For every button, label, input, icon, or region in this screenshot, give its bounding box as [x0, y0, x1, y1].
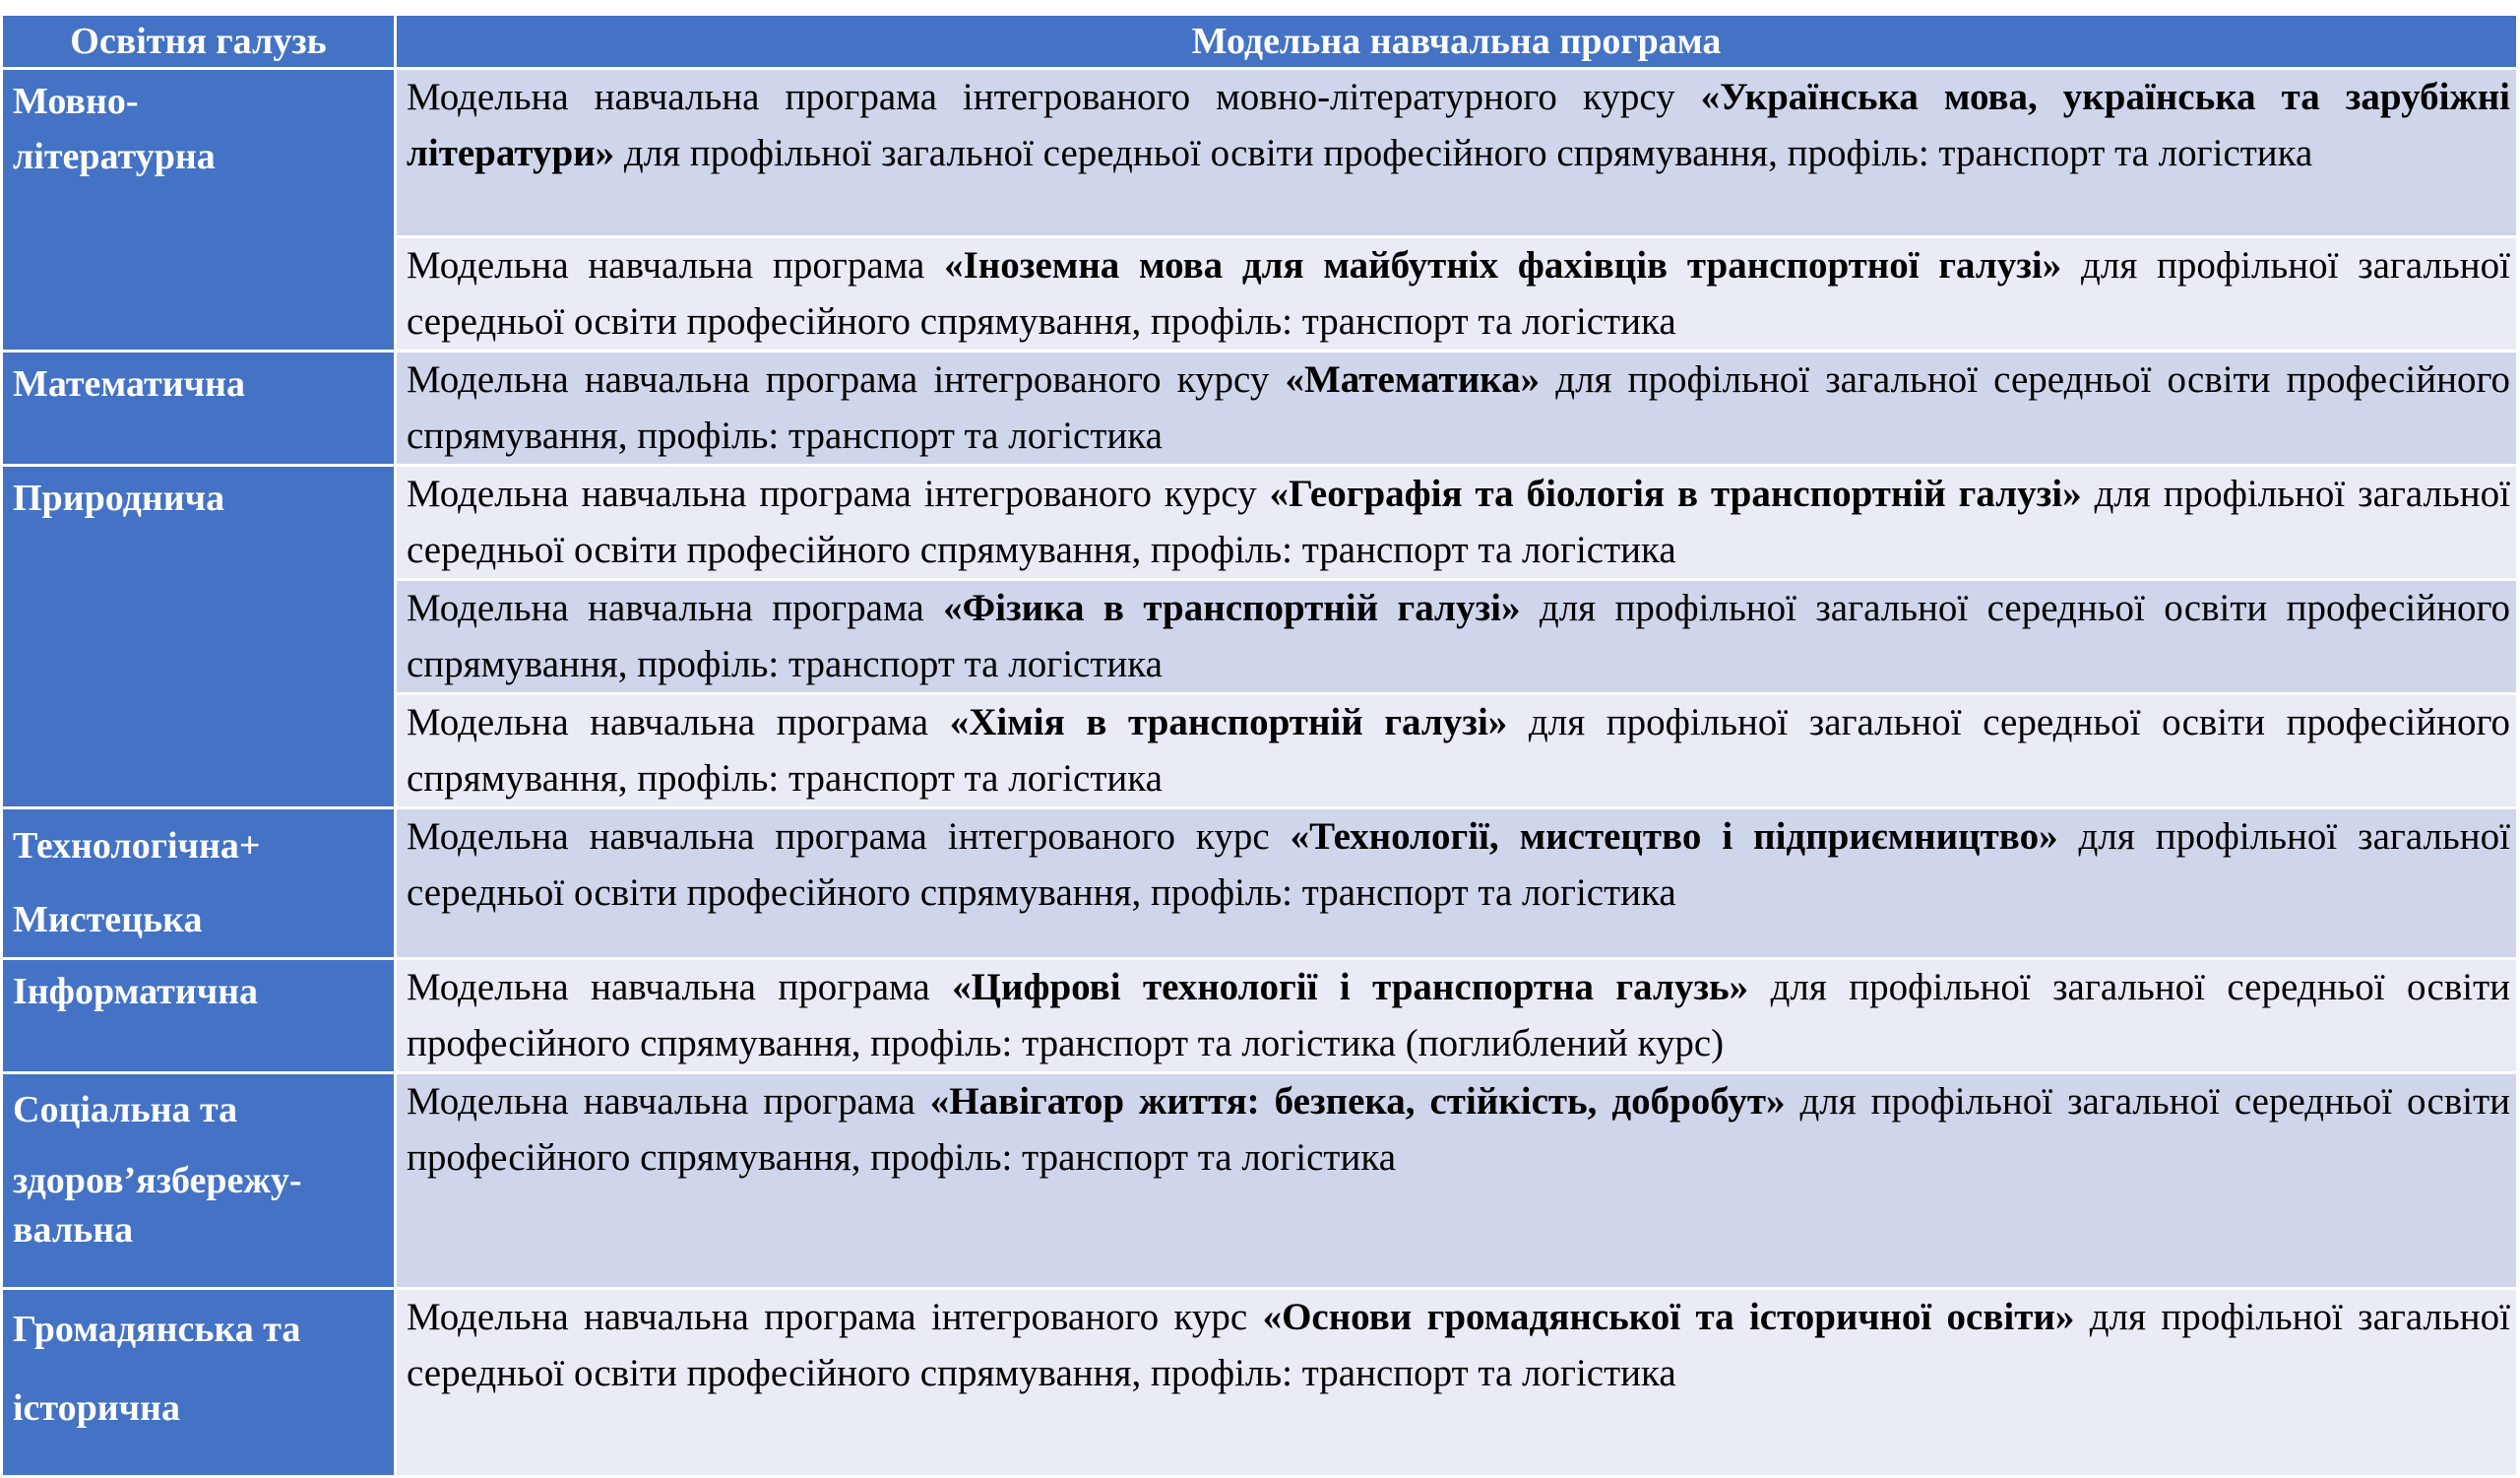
- program-title: «Цифрові технології і транспортна галузь»: [952, 966, 1749, 1008]
- education-area-cell: [2, 352, 396, 466]
- education-area-cell: [2, 959, 396, 1073]
- area-line: Мистецька: [13, 899, 203, 940]
- program-cell: [396, 1289, 2518, 1477]
- program-cell: [396, 959, 2518, 1073]
- programs-table-wrapper: [0, 13, 2520, 1478]
- program-text: Модельна навчальна програма: [407, 966, 953, 1008]
- program-text: для профільної загальної середньої освіти професійного спрямування, профіль: транспорт та логістика: [407, 1296, 2510, 1394]
- program-text: Модельна навчальна програма інтегрованого курсу: [407, 358, 1286, 401]
- program-text: для профільної загальної середньої освіти професійного спрямування, профіль: транспорт та логістика: [614, 131, 2313, 174]
- program-text: для профільної загальної середньої освіти професійного спрямування, профіль: транспорт та логістика: [407, 473, 2511, 571]
- area-line: Математична: [13, 363, 245, 405]
- table-row: [2, 466, 2518, 580]
- program-text: для профільної загальної середньої освіти професійного спрямування, профіль: транспорт та логістика: [407, 358, 2510, 457]
- header-education-area: Освітня галузь: [2, 15, 396, 69]
- program-text: Модельна навчальна програма інтегрованого мовно-літературного курсу: [407, 76, 1701, 118]
- area-line: Природнича: [13, 478, 225, 519]
- table-header-row: [2, 15, 2518, 69]
- area-line: Мовно-: [13, 81, 139, 122]
- program-cell: [396, 69, 2518, 237]
- program-text: Модельна навчальна програма інтегрованого курс: [407, 1296, 1263, 1338]
- program-text: Модельна навчальна програма: [407, 587, 944, 629]
- program-title: «Фізика в транспортній галузі»: [943, 587, 1521, 629]
- program-cell: [396, 466, 2518, 580]
- table-row: [2, 1073, 2518, 1289]
- program-title: «Технології, мистецтво і підприємництво»: [1290, 815, 2058, 858]
- education-area-cell: [2, 808, 396, 959]
- area-line: історична: [13, 1387, 180, 1429]
- education-area-cell: [2, 1289, 396, 1477]
- table-row: [2, 69, 2518, 237]
- program-cell: [396, 1073, 2518, 1289]
- table-row: [2, 352, 2518, 466]
- program-title: «Хімія в транспортній галузі»: [949, 701, 1508, 743]
- program-text: Модельна навчальна програма: [407, 701, 950, 743]
- table-row: [2, 959, 2518, 1073]
- education-area-cell: [2, 69, 396, 352]
- program-text: для профільної загальної середньої освіти професійного спрямування, профіль: транспорт та логістика: [407, 587, 2510, 685]
- program-text: Модельна навчальна програма: [407, 1080, 930, 1123]
- education-area-cell: [2, 1073, 396, 1289]
- program-title: «Іноземна мова для майбутніх фахівців транспортної галузі»: [944, 244, 2062, 287]
- program-title: «Математика»: [1285, 358, 1541, 401]
- program-text: для профільної загальної середньої освіти професійного спрямування, профіль: транспорт та логістика (поглиблений курс): [407, 966, 2510, 1064]
- program-title: «Навігатор життя: безпека, стійкість, добробут»: [929, 1080, 1786, 1123]
- program-text: для профільної загальної середньої освіти професійного спрямування, профіль: транспорт та логістика: [407, 701, 2510, 800]
- program-cell: [396, 352, 2518, 466]
- program-title: «Географія та біологія в транспортній галузі»: [1269, 473, 2082, 515]
- program-text: Модельна навчальна програма інтегрованого курс: [407, 815, 1291, 858]
- program-text: Модельна навчальна програма інтегрованого курсу: [407, 473, 1270, 515]
- area-line: Інформатична: [13, 971, 259, 1012]
- area-line: Соціальна та: [13, 1089, 238, 1130]
- area-line: Технологічна+: [13, 825, 261, 867]
- programs-table: [0, 13, 2519, 1478]
- education-area-cell: [2, 466, 396, 808]
- program-title: «Українська мова, українська та зарубіжні літератури»: [407, 76, 2511, 174]
- table-row: [2, 1289, 2518, 1477]
- area-line: літературна: [13, 136, 216, 177]
- program-text: для профільної загальної середньої освіти професійного спрямування, профіль: транспорт та логістика: [407, 815, 2510, 914]
- program-text: для профільної загальної середньої освіти професійного спрямування, профіль: транспорт та логістика: [407, 244, 2511, 343]
- area-line: здоров’язбережу-: [13, 1160, 302, 1201]
- program-text: Модельна навчальна програма: [407, 244, 945, 287]
- area-line: вальна: [13, 1209, 134, 1251]
- header-model-program: Модельна навчальна програма: [396, 15, 2518, 69]
- program-cell: [396, 694, 2518, 808]
- program-cell: [396, 808, 2518, 959]
- program-title: «Основи громадянської та історичної освіти»: [1262, 1296, 2075, 1338]
- table-row: [2, 808, 2518, 959]
- program-cell: [396, 580, 2518, 694]
- program-cell: [396, 237, 2518, 352]
- area-line: Громадянська та: [13, 1309, 301, 1350]
- program-text: для профільної загальної середньої освіти професійного спрямування, профіль: транспорт та логістика: [407, 1080, 2511, 1179]
